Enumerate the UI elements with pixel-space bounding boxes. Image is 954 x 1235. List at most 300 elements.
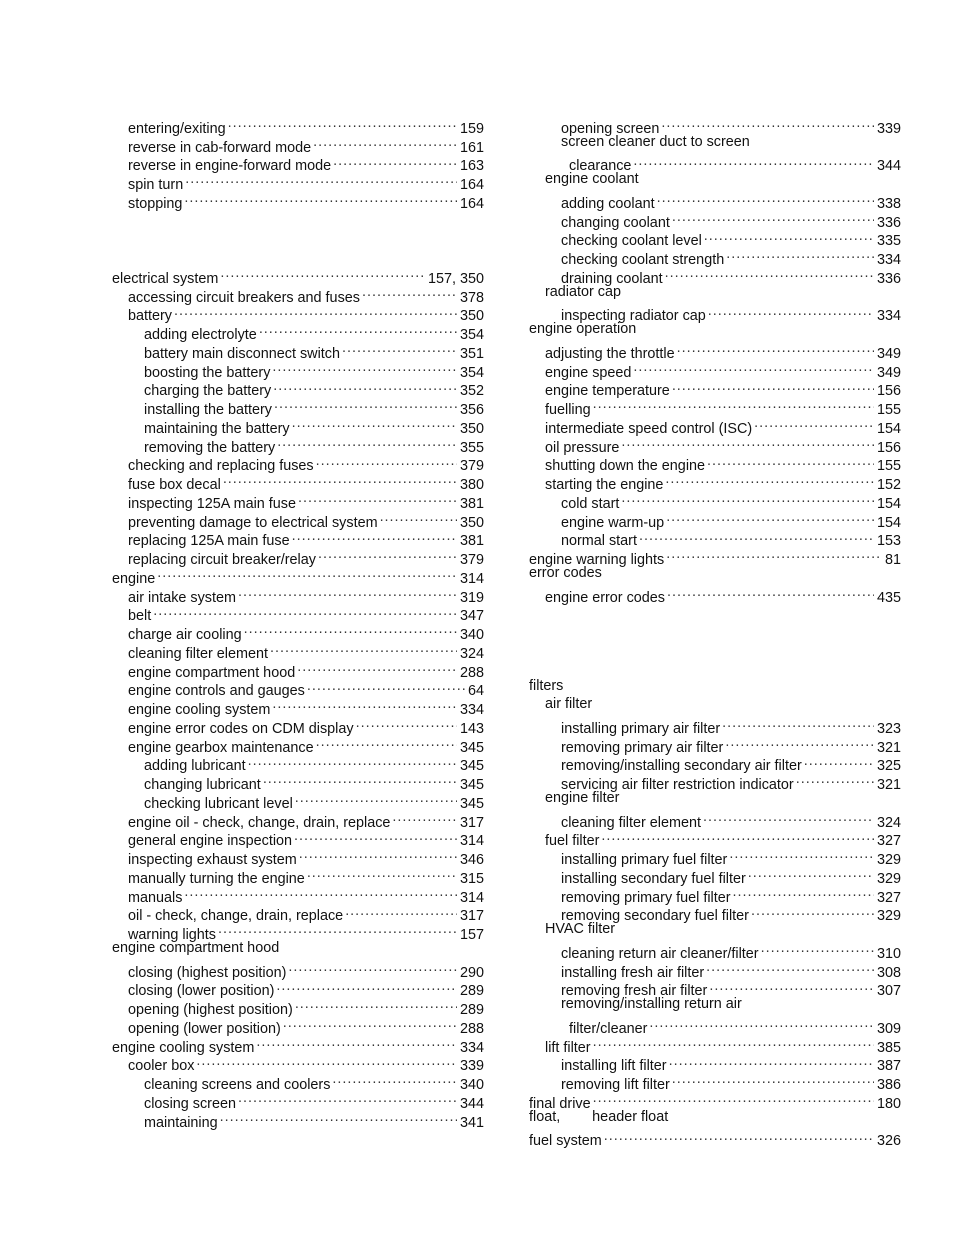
index-entry-page: 338 — [876, 195, 901, 212]
index-entry-page: 64 — [467, 683, 484, 700]
index-entry-text: radiator cap — [545, 283, 621, 300]
spacer — [112, 245, 484, 264]
index-entry-text: general engine inspection — [128, 833, 293, 850]
dot-leader — [272, 695, 457, 714]
dot-leader — [672, 1070, 874, 1089]
index-entry — [529, 695, 901, 714]
index-entry-text: oil - check, change, drain, replace — [128, 908, 344, 925]
index-entry-text: installing fresh air filter — [561, 964, 705, 981]
index-entry-text: maintaining the battery — [144, 420, 290, 437]
index-entry-text: adding electrolyte — [144, 327, 257, 343]
dot-leader — [621, 433, 874, 452]
index-entry-page: 154 — [876, 420, 901, 437]
index-entry-page: 349 — [876, 364, 901, 381]
spacer — [529, 658, 901, 677]
index-entry-page: 180 — [876, 1095, 901, 1112]
dot-leader — [345, 902, 457, 921]
index-entry-page: 329 — [876, 852, 901, 868]
dot-leader — [342, 339, 457, 358]
dot-leader — [299, 845, 457, 864]
dot-leader — [665, 470, 874, 489]
index-entry-text: air filter — [545, 696, 593, 713]
dot-leader — [667, 583, 874, 602]
index-entry-text: normal start — [561, 533, 637, 550]
index-entry-text: starting the engine — [545, 477, 664, 493]
dot-leader — [633, 152, 874, 171]
index-entry-page: 381 — [459, 495, 484, 512]
dot-leader — [362, 283, 457, 302]
dot-leader — [333, 152, 457, 171]
index-entry — [112, 602, 484, 625]
index-entry-text: checking coolant level — [561, 233, 702, 250]
index-entry — [529, 1108, 901, 1127]
index-entry-page: 325 — [876, 758, 901, 775]
index-entry-page: 381 — [459, 533, 484, 550]
dot-leader — [220, 1108, 457, 1127]
index-entry-text: engine warning lights — [529, 552, 665, 568]
index-entry-text: engine coolant — [545, 171, 639, 188]
index-entry-page: 350 — [459, 420, 484, 437]
index-entry-text: inspecting radiator cap — [561, 308, 706, 325]
dot-leader — [677, 339, 874, 358]
dot-leader — [703, 808, 874, 827]
dot-leader — [796, 770, 874, 789]
index-entry-text: engine compartment hood — [112, 940, 280, 956]
index-entry-page: 387 — [876, 1058, 901, 1075]
index-entry-page: 345 — [459, 739, 484, 756]
dot-leader — [392, 808, 457, 827]
index-entry-text: fuel system — [529, 1133, 602, 1150]
dot-leader — [708, 302, 874, 321]
index-entry-text: maintaining — [144, 1114, 218, 1131]
dot-leader — [751, 902, 874, 921]
index-entry-page: 323 — [876, 720, 901, 737]
dot-leader — [661, 114, 874, 133]
index-entry-page: 157 — [459, 927, 484, 943]
index-entry-page: 346 — [459, 852, 484, 868]
index-entry-text: draining coolant — [561, 270, 663, 287]
index-entry-text: stopping — [128, 195, 183, 212]
dot-leader — [318, 545, 457, 564]
index-entry-page: 290 — [459, 964, 484, 981]
index-entry-page: 380 — [459, 477, 484, 493]
index-entry-text: removing/installing return air — [561, 996, 742, 1013]
dot-leader — [649, 1014, 874, 1033]
dot-leader — [666, 545, 882, 564]
index-entry-text: fuelling — [545, 402, 591, 418]
index-entry — [529, 939, 901, 962]
index-entry-text: inspecting exhaust system — [128, 852, 297, 868]
dot-leader — [276, 977, 457, 996]
index-entry-text: opening screen — [561, 120, 660, 137]
index-entry-text: entering/exiting — [128, 120, 226, 137]
index-entry-page: 163 — [459, 158, 484, 175]
dot-leader — [604, 1127, 874, 1146]
index-entry-page: 156 — [876, 383, 901, 400]
index-entry — [529, 583, 901, 606]
dot-leader — [295, 995, 457, 1014]
dot-leader — [621, 489, 874, 508]
dot-leader — [733, 883, 874, 902]
index-entry — [112, 114, 484, 137]
index-entry-text: HVAC filter — [545, 921, 616, 938]
spacer — [529, 620, 901, 639]
index-entry-text: filters — [529, 677, 564, 694]
index-entry-page: 329 — [876, 908, 901, 925]
dot-leader — [666, 508, 874, 527]
dot-leader — [593, 1033, 874, 1052]
dot-leader — [259, 320, 457, 339]
index-entry-page: 379 — [459, 552, 484, 568]
index-entry-text: screen cleaner duct to screen — [561, 133, 750, 150]
index-entry — [112, 583, 484, 606]
index-entry — [112, 958, 484, 981]
dot-leader — [196, 1052, 457, 1071]
index-entry-text: installing the battery — [144, 402, 272, 418]
index-entry-text: removing secondary fuel filter — [561, 908, 749, 925]
index-entry-page: 354 — [459, 327, 484, 343]
index-entry-text: cooler box — [128, 1058, 195, 1075]
index-entry-page: 156 — [876, 439, 901, 456]
index-entry-text: final drive — [529, 1095, 591, 1112]
index-entry-page: 154 — [876, 514, 901, 531]
index-entry-text: closing (highest position) — [128, 964, 287, 981]
index-entry-page: 155 — [876, 402, 901, 418]
index-entry-text: opening (lower position) — [128, 1020, 281, 1037]
index-entry-text: belt — [128, 608, 152, 625]
index-entry-text: removing fresh air filter — [561, 983, 708, 1000]
index-entry-text: lift filter — [545, 1039, 591, 1056]
index-entry-page: 157, 350 — [427, 270, 484, 287]
index-entry-text: engine speed — [545, 364, 632, 381]
index-entry-page: 435 — [876, 589, 901, 606]
index-entry-text: installing lift filter — [561, 1058, 667, 1075]
index-entry-text: checking lubricant level — [144, 795, 293, 812]
index-entry-page: 314 — [459, 833, 484, 850]
index-entry-text: opening (highest position) — [128, 1002, 293, 1018]
index-entry-page: 386 — [876, 1077, 901, 1093]
index-entry — [529, 114, 901, 137]
index-entry-text: manually turning the engine — [128, 870, 305, 887]
index-entry-page: 336 — [876, 214, 901, 231]
index-entry-page: 324 — [459, 645, 484, 662]
index-entry-page: 339 — [459, 1058, 484, 1075]
dot-leader — [283, 1014, 457, 1033]
dot-leader — [294, 827, 457, 846]
index-entry-page: 159 — [459, 120, 484, 137]
dot-leader — [174, 302, 457, 321]
index-entry-page: 347 — [459, 608, 484, 625]
dot-leader — [263, 770, 457, 789]
dot-leader — [704, 227, 874, 246]
index-entry — [529, 564, 901, 583]
dot-leader — [238, 583, 457, 602]
index-entry — [529, 152, 901, 175]
index-entry-text: closing (lower position) — [128, 983, 275, 1000]
dot-leader — [729, 845, 874, 864]
index-entry — [529, 714, 901, 737]
dot-leader — [307, 864, 457, 883]
index-entry-page: 344 — [876, 158, 901, 175]
index-entry-text: charging the battery — [144, 383, 272, 400]
index-entry-page: 314 — [459, 889, 484, 906]
dot-leader — [669, 1052, 874, 1071]
index-entry-page: 314 — [459, 570, 484, 587]
index-entry-page: 329 — [876, 870, 901, 887]
dot-leader — [238, 1089, 457, 1108]
index-entry-text: removing primary fuel filter — [561, 889, 731, 906]
dot-leader — [665, 264, 874, 283]
dot-leader — [672, 377, 874, 396]
index-entry-text: cold start — [561, 495, 620, 512]
index-entry-page: 327 — [876, 833, 901, 850]
index-entry-text: engine compartment hood — [128, 664, 296, 681]
index-entry-text: engine warm-up — [561, 514, 665, 531]
index-entry — [112, 939, 484, 958]
index-entry-page: 315 — [459, 870, 484, 887]
index-entry-text: checking and replacing fuses — [128, 458, 314, 475]
index-entry-page: 356 — [459, 402, 484, 418]
dot-leader — [307, 677, 465, 696]
dot-leader — [639, 527, 874, 546]
index-entry-text: engine filter — [545, 790, 620, 806]
dot-leader — [288, 958, 457, 977]
index-entry — [529, 808, 901, 831]
dot-leader — [184, 189, 457, 208]
dot-leader — [244, 620, 457, 639]
index-entry-text: engine error codes — [545, 589, 665, 606]
dot-leader — [298, 489, 457, 508]
index-entry-page: 164 — [459, 177, 484, 193]
index-entry-text: cleaning return air cleaner/filter — [561, 945, 759, 962]
index-entry — [112, 620, 484, 643]
index-entry-text: cleaning filter element — [561, 814, 701, 831]
index-entry-text: air intake system — [128, 589, 236, 606]
index-entry — [529, 170, 901, 189]
index-entry-page: 319 — [459, 589, 484, 606]
dot-leader — [157, 564, 457, 583]
index-entry-text: fuel filter — [545, 833, 600, 850]
index-entry-text: engine error codes on CDM display — [128, 720, 354, 737]
index-entry — [529, 1014, 901, 1037]
index-entry-text: installing primary fuel filter — [561, 852, 728, 868]
index-entry-text: shutting down the engine — [545, 458, 706, 475]
index-entry — [529, 1127, 901, 1150]
index-entry-page: 350 — [459, 514, 484, 531]
index-entry-page: 153 — [876, 533, 901, 550]
index-entry-text: removing/installing secondary air filter — [561, 758, 802, 775]
index-entry-text: engine temperature — [545, 383, 670, 400]
index-entry-page: 321 — [876, 739, 901, 756]
index-entry-page: 289 — [459, 1002, 484, 1018]
index-entry-text: removing the battery — [144, 439, 276, 456]
index-entry-text: checking coolant strength — [561, 252, 725, 268]
index-entry-page: 155 — [876, 458, 901, 475]
index-entry-page: 339 — [876, 120, 901, 137]
index-entry — [529, 995, 901, 1014]
index-entry-text: engine controls and gauges — [128, 683, 305, 700]
index-entry-page: 345 — [459, 795, 484, 812]
dot-leader — [297, 658, 457, 677]
index-entry-page: 351 — [459, 345, 484, 362]
index-column-left — [112, 114, 484, 1131]
index-entry-page: 378 — [459, 289, 484, 306]
index-entry-text: engine — [112, 570, 156, 587]
index-entry-text: changing coolant — [561, 214, 670, 231]
index-entry-text: clearance — [569, 158, 632, 175]
dot-leader — [273, 377, 457, 396]
index-entry-page: 152 — [876, 477, 901, 493]
index-entry-text: installing primary air filter — [561, 720, 721, 737]
index-entry-text: engine cooling system — [128, 702, 271, 718]
index-entry-text: replacing 125A main fuse — [128, 533, 290, 550]
index-entry-page: 354 — [459, 364, 484, 381]
dot-leader — [722, 714, 874, 733]
index-entry-text: removing primary air filter — [561, 739, 724, 756]
dot-leader — [256, 1033, 457, 1052]
index-entry-text: warning lights — [128, 927, 216, 943]
index-entry-page: 336 — [876, 270, 901, 287]
dot-leader — [292, 527, 457, 546]
dot-leader — [706, 958, 874, 977]
index-entry-text: boosting the battery — [144, 364, 271, 381]
index-entry — [112, 564, 484, 587]
dot-leader — [380, 508, 457, 527]
index-entry — [529, 320, 901, 339]
index-entry-text: reverse in engine-forward mode — [128, 158, 332, 175]
index-entry-text: error codes — [529, 565, 602, 581]
dot-leader — [274, 395, 457, 414]
dot-leader — [754, 414, 874, 433]
index-entry-page: 350 — [459, 308, 484, 325]
dot-leader — [633, 358, 874, 377]
index-entry-text: float, header float — [529, 1108, 669, 1125]
dot-leader — [726, 245, 874, 264]
index-entry-page: 334 — [459, 702, 484, 718]
spacer — [112, 227, 484, 246]
index-entry-page: 385 — [876, 1039, 901, 1056]
index-entry-page: 317 — [459, 908, 484, 925]
dot-leader — [761, 939, 874, 958]
index-entry-page: 321 — [876, 777, 901, 793]
dot-leader — [248, 752, 457, 771]
dot-leader — [748, 864, 874, 883]
index-entry-text: accessing circuit breakers and fuses — [128, 289, 360, 306]
index-entry-page: 307 — [876, 983, 901, 1000]
dot-leader — [593, 395, 874, 414]
dot-leader — [184, 883, 457, 902]
index-entry-page: 349 — [876, 345, 901, 362]
index-entry-text: oil pressure — [545, 439, 620, 456]
index-entry-text: spin turn — [128, 177, 184, 193]
index-entry-text: battery main disconnect switch — [144, 345, 340, 362]
index-entry-page: 341 — [459, 1114, 484, 1131]
dot-leader — [725, 733, 874, 752]
index-entry — [529, 133, 901, 152]
index-entry-page: 309 — [876, 1020, 901, 1037]
index-entry-page: 161 — [459, 139, 484, 156]
spacer — [529, 639, 901, 658]
index-column-right — [529, 114, 901, 1150]
dot-leader — [153, 602, 457, 621]
index-entry-page: 379 — [459, 458, 484, 475]
index-entry — [529, 302, 901, 325]
index-entry-text: reverse in cab-forward mode — [128, 139, 312, 156]
dot-leader — [672, 208, 874, 227]
index-entry-page: 345 — [459, 777, 484, 793]
index-entry-text: intermediate speed control (ISC) — [545, 420, 753, 437]
index-entry-page: 334 — [876, 308, 901, 325]
dot-leader — [316, 733, 457, 752]
dot-leader — [593, 1089, 874, 1108]
dot-leader — [295, 789, 457, 808]
index-entry-page: 352 — [459, 383, 484, 400]
index-entry-page: 327 — [876, 889, 901, 906]
index-entry-text: fuse box decal — [128, 477, 221, 493]
index-entry-text: manuals — [128, 889, 183, 906]
index-entry — [529, 677, 901, 696]
index-entry-page: 143 — [459, 720, 484, 737]
dot-leader — [272, 358, 457, 377]
index-entry-page: 340 — [459, 627, 484, 643]
index-entry-page: 164 — [459, 195, 484, 212]
dot-leader — [223, 470, 457, 489]
index-entry — [529, 283, 901, 302]
index-entry-text: changing lubricant — [144, 777, 261, 793]
index-entry-text: adding coolant — [561, 195, 655, 212]
index-entry-page: 310 — [876, 945, 901, 962]
index-entry-page: 335 — [876, 233, 901, 250]
dot-leader — [270, 639, 457, 658]
index-entry-page: 308 — [876, 964, 901, 981]
dot-leader — [657, 189, 874, 208]
index-entry-page: 334 — [876, 252, 901, 268]
index-entry-page: 288 — [459, 1020, 484, 1037]
index-entry-text: removing lift filter — [561, 1077, 670, 1093]
index-entry — [112, 264, 484, 287]
index-entry-page: 324 — [876, 814, 901, 831]
index-entry — [529, 339, 901, 362]
index-entry-page: 317 — [459, 814, 484, 831]
index-entry-page: 340 — [459, 1077, 484, 1093]
dot-leader — [804, 752, 874, 771]
dot-leader — [601, 827, 874, 846]
index-entry-text: closing screen — [144, 1095, 236, 1112]
index-entry-page: 154 — [876, 495, 901, 512]
index-entry-text: engine cooling system — [112, 1039, 255, 1056]
dot-leader — [220, 264, 425, 283]
index-entry-text: engine oil - check, change, drain, replace — [128, 814, 391, 831]
dot-leader — [228, 114, 457, 133]
index-entry-text: charge air cooling — [128, 627, 242, 643]
index-entry-page: 355 — [459, 439, 484, 456]
index-entry-text: installing secondary fuel filter — [561, 870, 746, 887]
dot-leader — [185, 170, 457, 189]
index-entry-text: cleaning filter element — [128, 645, 268, 662]
index-entry-page: 289 — [459, 983, 484, 1000]
index-entry-text: adding lubricant — [144, 758, 246, 775]
index-entry-page: 81 — [884, 552, 901, 568]
index-entry-text: cleaning screens and coolers — [144, 1077, 331, 1093]
index-entry-text: preventing damage to electrical system — [128, 514, 378, 531]
index-entry-text: servicing air filter restriction indicator — [561, 777, 794, 793]
index-entry-page: 344 — [459, 1095, 484, 1112]
index-entry-text: electrical system — [112, 270, 219, 287]
index-entry-page: 288 — [459, 664, 484, 681]
index-entry-text: engine gearbox maintenance — [128, 739, 314, 756]
index-entry-text: adjusting the throttle — [545, 345, 675, 362]
dot-leader — [707, 452, 874, 471]
